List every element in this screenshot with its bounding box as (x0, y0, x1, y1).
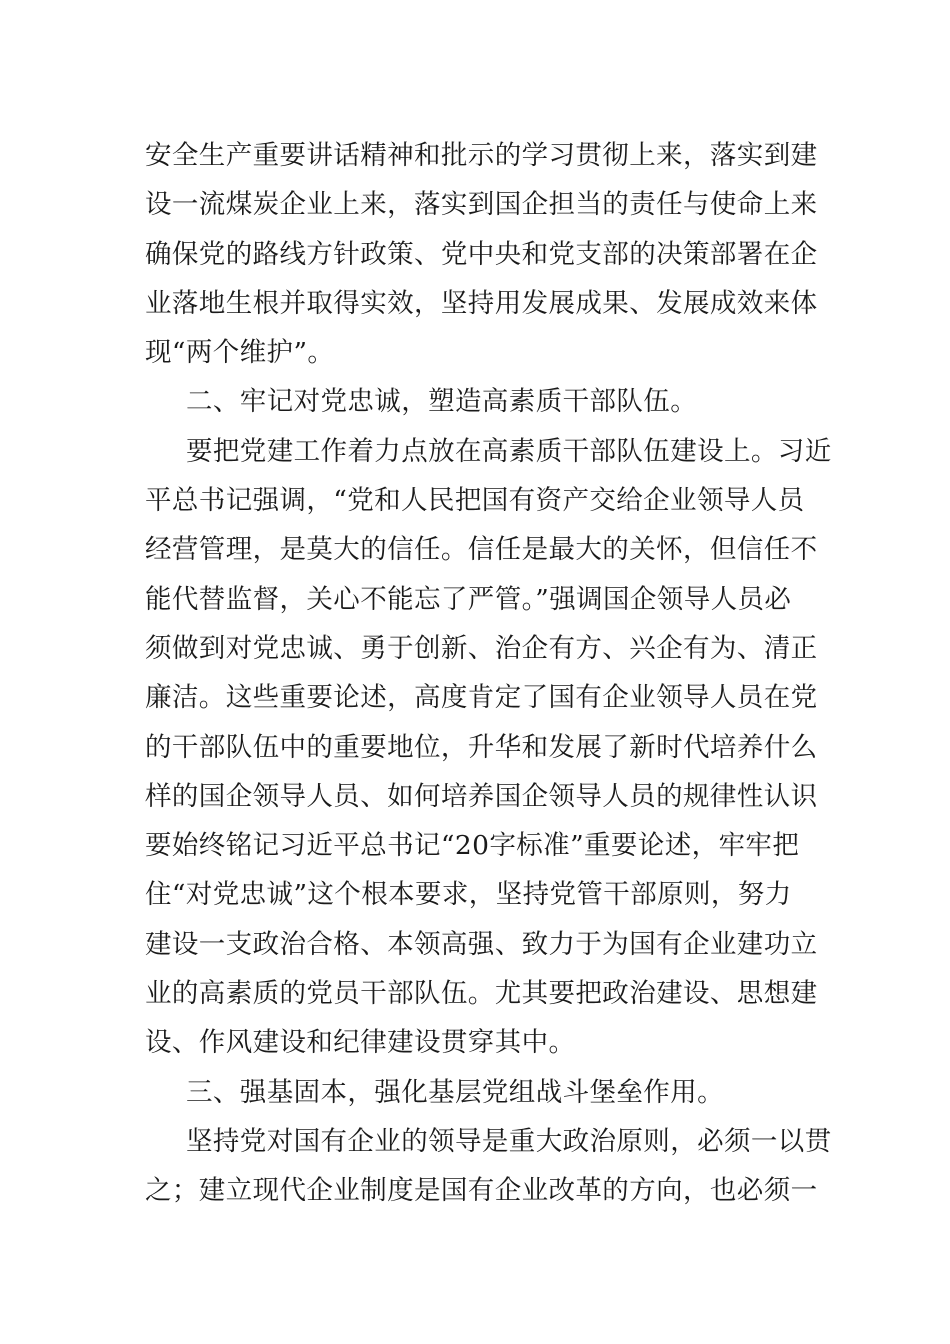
text-line: 三、强基固本，强化基层党组战斗堡垒作用。 (186, 1076, 724, 1108)
text-line: 经营管理，是莫大的信任。信任是最大的关怀，但信任不 (145, 534, 818, 566)
text-line: 平总书记强调，“党和人民把国有资产交给企业领导人员 (145, 485, 805, 517)
text-line: 廉洁。这些重要论述，高度肯定了国有企业领导人员在党 (145, 682, 818, 714)
text-line: 确保党的路线方针政策、党中央和党支部的决策部署在企 (145, 238, 818, 270)
text-line: 设、作风建设和纪律建设贯穿其中。 (145, 1027, 576, 1059)
text-line: 能代替监督，关心不能忘了严管。”强调国企领导人员必 (145, 583, 792, 615)
text-line: 业落地生根并取得实效，坚持用发展成果、发展成效来体 (145, 287, 818, 319)
text-line: 业的高素质的党员干部队伍。尤其要把政治建设、思想建 (145, 978, 818, 1010)
text-line: 现“两个维护”。 (145, 337, 335, 369)
text-line: 二、牢记对党忠诚，塑造高素质干部队伍。 (186, 386, 698, 418)
text-line: 要始终铭记习近平总书记“20字标准”重要论述，牢牢把 (145, 830, 800, 862)
text-line: 安全生产重要讲话精神和批示的学习贯彻上来，落实到建 (145, 140, 818, 171)
text-line: 须做到对党忠诚、勇于创新、治企有方、兴企有为、清正 (145, 632, 818, 664)
text-line: 的干部队伍中的重要地位，升华和发展了新时代培养什么 (145, 731, 818, 763)
text-line: 住“对党忠诚”这个根本要求，坚持党管干部原则，努力 (145, 879, 792, 911)
text-line: 坚持党对国有企业的领导是重大政治原则，必须一以贯 (186, 1125, 832, 1157)
text-line: 之；建立现代企业制度是国有企业改革的方向，也必须一 (145, 1175, 818, 1207)
text-line: 建设一支政治合格、本领高强、致力于为国有企业建功立 (145, 928, 818, 960)
text-line: 样的国企领导人员、如何培养国企领导人员的规律性认识 (145, 780, 818, 812)
text-line: 设一流煤炭企业上来，落实到国企担当的责任与使命上来 (145, 189, 818, 221)
text-line: 要把党建工作着力点放在高素质干部队伍建设上。习近 (186, 435, 832, 467)
body-text (145, 131, 832, 1216)
